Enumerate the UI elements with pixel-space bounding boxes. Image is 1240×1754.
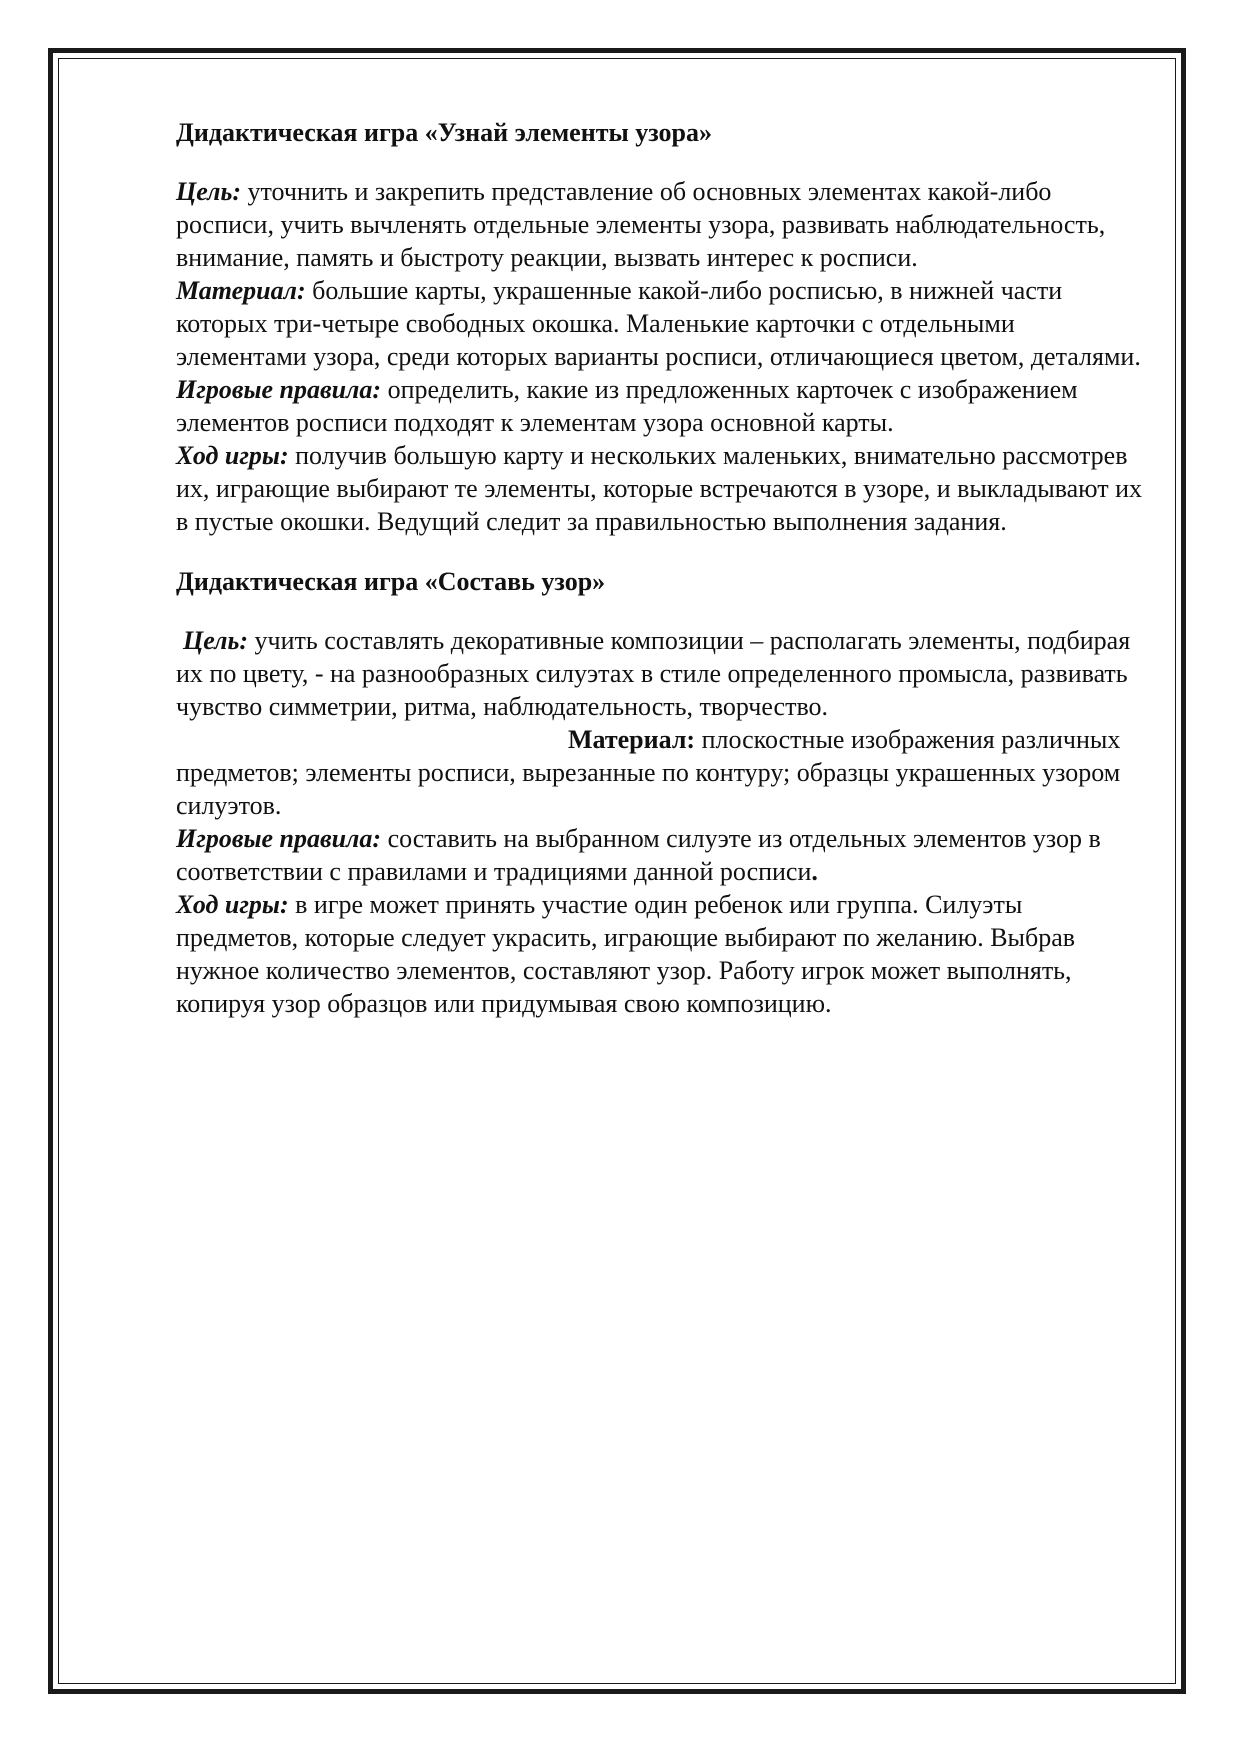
process-label: Ход игры: [176, 441, 289, 470]
goal-text: уточнить и закрепить представление об основных элементах какой-либо росписи, учить вычленять отдельные элементы узора, развивать наблюдательность, внимание, память и быстроту реакции, вызвать интерес к росписи. [176, 177, 1106, 272]
game-2-rules [176, 822, 1148, 888]
document-content [176, 116, 1148, 1020]
game-1-section [176, 116, 1148, 538]
game-2-process [176, 888, 1148, 1020]
process-text: получив большую карту и нескольких маленьких, внимательно рассмотрев их, играющие выбирают те элементы, которые встречаются в узоре, и выкладывают их в пустые окошки. Ведущий следит за правильностью выполнения задания. [176, 441, 1143, 536]
goal-label: Цель: [183, 626, 248, 655]
process-label: Ход игры: [176, 890, 289, 919]
game-1-material [176, 274, 1148, 373]
goal-label: Цель: [176, 177, 241, 206]
material-text: большие карты, украшенные какой-либо росписью, в нижней части которых три-четыре свободных окошка. Маленькие карточки с отдельными элементами узора, среди которых варианты росписи, отличающиеся цветом, деталями. [176, 276, 1141, 371]
process-text: в игре может принять участие один ребенок или группа. Силуэты предметов, которые следует украсить, играющие выбирают по желанию. Выбрав нужное количество элементов, составляют узор. Работу игрок может выполнять, копируя узор образцов или придумывая свою композицию. [176, 890, 1076, 1018]
game-1-process [176, 439, 1148, 538]
game-1-goal [176, 175, 1148, 274]
material-label: Материал: [568, 725, 696, 754]
game-2-section [176, 565, 1148, 1020]
rules-text: составить на выбранном силуэте из отдельных элементов узор в соответствии с правилами и традициями данной росписи [176, 824, 1101, 886]
goal-text: учить составлять декоративные композиции – располагать элементы, подбирая их по цвету, - на разнообразных силуэтах в стиле определенного промысла, развивать чувство симметрии, ритма, наблюдательность, творчество. [176, 626, 1131, 721]
game-1-title: Дидактическая игра «Узнай элементы узора» [176, 118, 713, 147]
rules-label: Игровые правила: [176, 824, 382, 853]
game-2-goal-material [176, 624, 1148, 822]
material-label: Материал: [176, 276, 306, 305]
rules-end: . [811, 857, 818, 886]
rules-text: определить, какие из предложенных карточек с изображением элементов росписи подходят к элементам узора основной карты. [176, 375, 1078, 437]
material-text: плоскостные изображения различных предметов; элементы росписи, вырезанные по контуру; образцы украшенных узором силуэтов. [176, 725, 1121, 820]
game-1-rules [176, 373, 1148, 439]
rules-label: Игровые правила: [176, 375, 382, 404]
game-2-title: Дидактическая игра «Составь узор» [176, 567, 606, 596]
